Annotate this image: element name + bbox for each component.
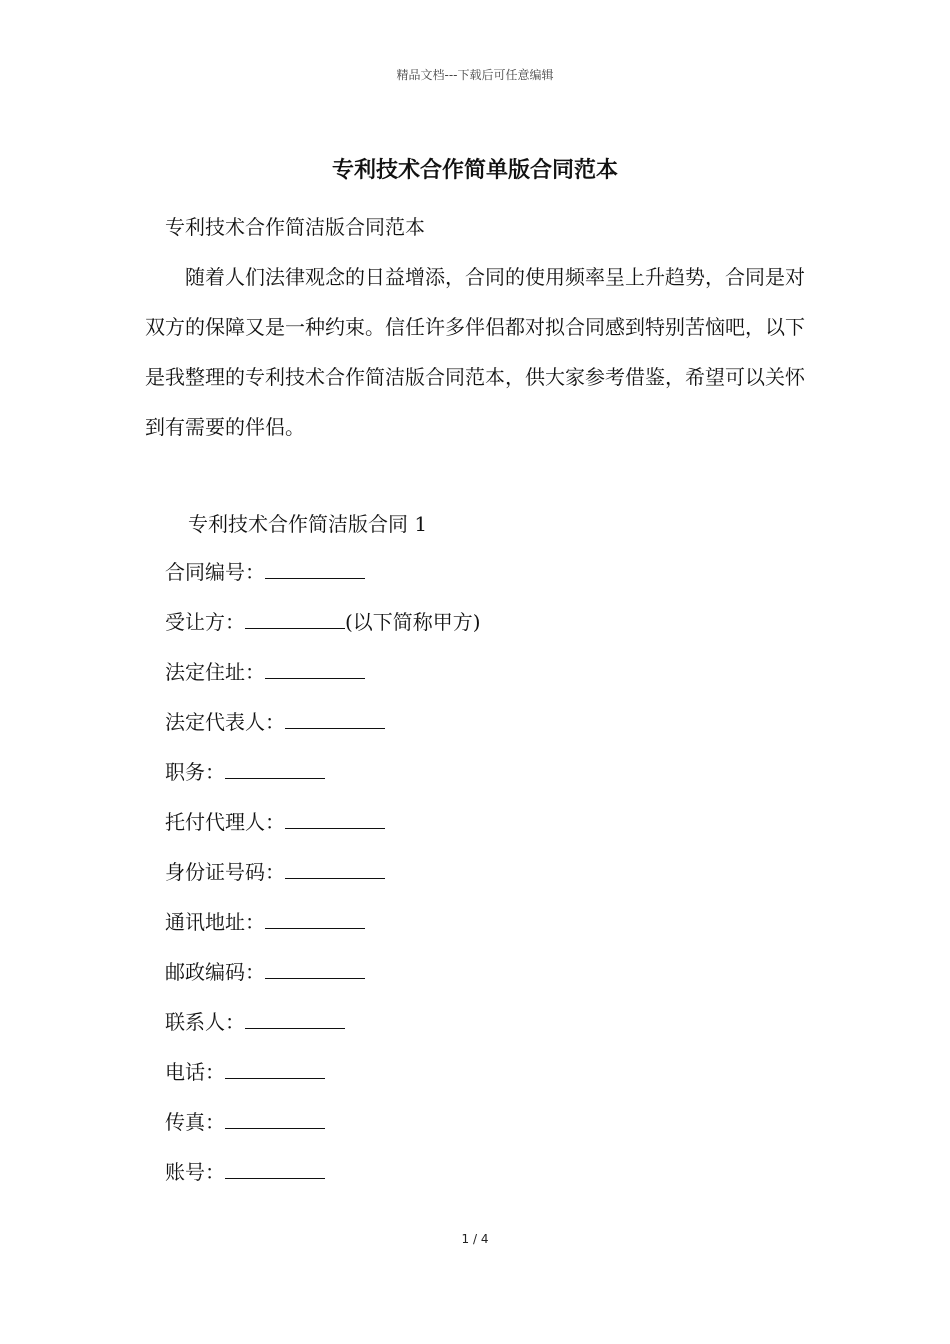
fill-in-blank: [285, 854, 385, 879]
field-contact-person: [165, 1002, 481, 1052]
fill-in-blank: [225, 1054, 325, 1079]
document-title: 专利技术合作简单版合同范本: [331, 158, 618, 183]
field-label: 受让方：: [165, 610, 245, 634]
field-account-number: [165, 1152, 481, 1202]
field-suffix: (以下简称甲方): [345, 610, 481, 634]
field-postal-code: [165, 952, 481, 1002]
fill-in-blank: [245, 1004, 345, 1029]
field-legal-representative: [165, 702, 481, 752]
field-label: 托付代理人：: [165, 810, 285, 834]
field-label: 合同编号：: [165, 560, 265, 584]
field-label: 电话：: [165, 1060, 225, 1084]
field-mailing-address: [165, 902, 481, 952]
header-note: 精品文档---下载后可任意编辑: [396, 68, 554, 82]
document-subtitle: 专利技术合作简洁版合同范本: [165, 215, 425, 239]
field-position: [165, 752, 481, 802]
field-label: 邮政编码：: [165, 960, 265, 984]
field-label: 法定住址：: [165, 660, 265, 684]
field-legal-address: [165, 652, 481, 702]
fill-in-blank: [245, 604, 345, 629]
field-fax: [165, 1102, 481, 1152]
field-contract-number: [165, 552, 481, 602]
fill-in-blank: [265, 904, 365, 929]
fill-in-blank: [285, 704, 385, 729]
field-label: 法定代表人：: [165, 710, 285, 734]
field-label: 联系人：: [165, 1010, 245, 1034]
field-label: 职务：: [165, 760, 225, 784]
fill-in-blank: [265, 954, 365, 979]
contract-fields: [165, 552, 481, 1202]
field-label: 通讯地址：: [165, 910, 265, 934]
fill-in-blank: [285, 804, 385, 829]
field-authorized-agent: [165, 802, 481, 852]
field-label: 身份证号码：: [165, 860, 285, 884]
field-label: 账号：: [165, 1160, 225, 1184]
section-heading: 专利技术合作简洁版合同 1: [188, 512, 428, 536]
field-transferee: [165, 602, 481, 652]
fill-in-blank: [225, 1154, 325, 1179]
intro-paragraph: 随着人们法律观念的日益增添，合同的使用频率呈上升趋势，合同是对双方的保障又是一种约束。信任许多伴侣都对拟合同感到特别苦恼吧，以下是我整理的专利技术合作简洁版合同范本，供大家参考借鉴，希望可以关怀到有需要的伴侣。: [145, 265, 805, 439]
field-phone: [165, 1052, 481, 1102]
fill-in-blank: [225, 1104, 325, 1129]
fill-in-blank: [265, 554, 365, 579]
field-id-number: [165, 852, 481, 902]
page-number: 1 / 4: [461, 1232, 489, 1246]
field-label: 传真：: [165, 1110, 225, 1134]
fill-in-blank: [225, 754, 325, 779]
fill-in-blank: [265, 654, 365, 679]
